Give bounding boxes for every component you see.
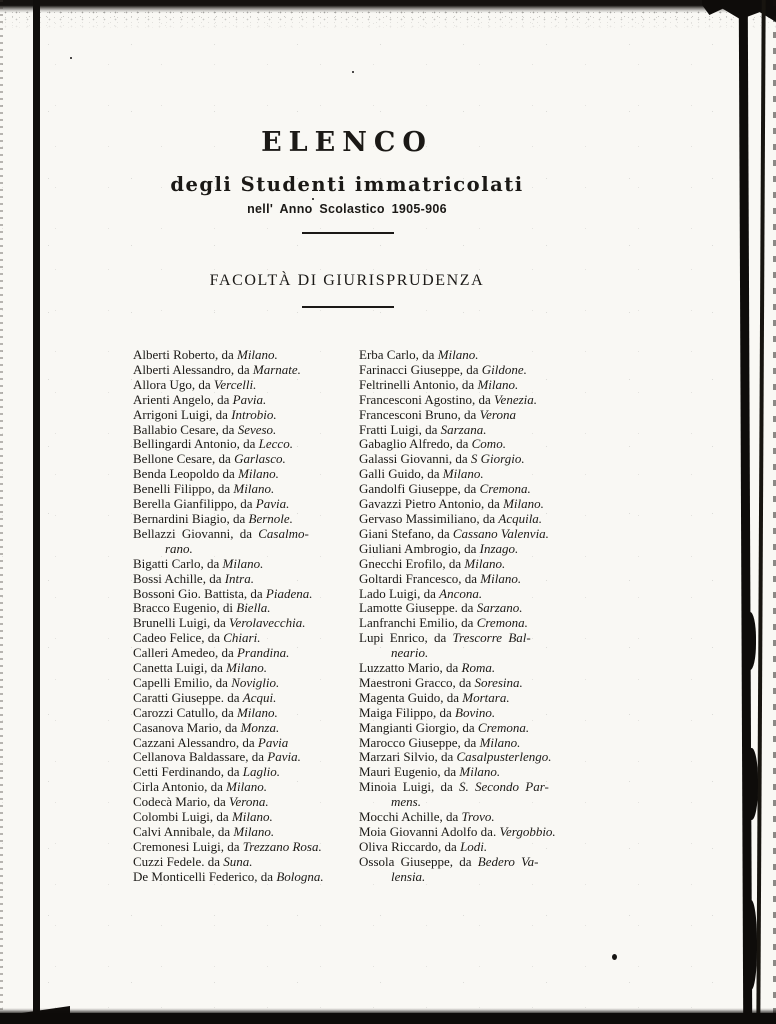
student-entry: Moia Giovanni Adolfo da. Vergobbio.: [359, 824, 556, 839]
binding-line-right-thick: [739, 0, 753, 1024]
student-entry: Alberti Alessandro, da Marnate.: [133, 361, 301, 377]
ink-speck: [612, 954, 617, 960]
binding-line-left: [33, 0, 40, 1013]
student-entry: Luzzatto Mario, da Roma.: [359, 660, 496, 676]
ink-blob: [744, 748, 758, 820]
students-column-right: [359, 348, 601, 885]
student-entry: Bossi Achille, da Intra.: [133, 570, 254, 586]
student-entry: Benda Leopoldo da Milano.: [133, 466, 279, 482]
student-entry: Lupi Enrico, da Trescorre Bal- neario.: [359, 630, 531, 661]
student-entry: Calleri Amedeo, da Prandina.: [133, 645, 290, 661]
student-entry: Lanfranchi Emilio, da Cremona.: [359, 615, 528, 631]
student-entry: Canetta Luigi, da Milano.: [133, 660, 267, 676]
divider-rule-faculty: [302, 306, 394, 308]
student-entry: Benelli Filippo, da Milano.: [133, 481, 275, 497]
student-entry: Francesconi Bruno, da Verona: [359, 406, 516, 422]
student-entry: Bellingardi Antonio, da Lecco.: [133, 436, 293, 452]
student-entry: Marocco Giuseppe, da Milano.: [359, 734, 521, 750]
student-entry: Casanova Mario, da Monza.: [133, 719, 280, 735]
student-entry: Lado Luigi, da Ancona.: [359, 585, 483, 601]
student-entry: Galli Guido, da Milano.: [359, 466, 484, 482]
ink-speck: [352, 71, 354, 73]
student-entry: Minoia Luigi, da S. Secondo Par- mens.: [359, 779, 549, 810]
student-entry: Alberti Roberto, da Milano.: [133, 347, 278, 362]
student-entry: Brunelli Luigi, da Verolavecchia.: [133, 615, 306, 631]
student-entry: Codecà Mario, da Verona.: [133, 794, 269, 810]
divider-rule-top: [302, 232, 394, 234]
student-entry: Bigatti Carlo, da Milano.: [133, 555, 264, 571]
student-entry: Gervaso Massimiliano, da Acquila.: [359, 510, 543, 526]
student-entry: Mauri Eugenio, da Milano.: [359, 764, 501, 780]
student-entry: Giuliani Ambrogio, da Inzago.: [359, 540, 519, 556]
scan-artifact-top-speckle: [0, 9, 776, 31]
scan-artifact-bottom-band: [0, 1013, 776, 1024]
student-entry: Gabaglio Alfredo, da Como.: [359, 436, 506, 452]
student-entry: Bossoni Gio. Battista, da Piadena.: [133, 585, 313, 601]
student-entry: Cremonesi Luigi, da Trezzano Rosa.: [133, 838, 322, 854]
student-entry: Mangianti Giorgio, da Cremona.: [359, 719, 530, 735]
student-entry: Cellanova Baldassare, da Pavia.: [133, 749, 301, 765]
ink-speck: [70, 57, 72, 59]
student-entry: Cuzzi Fedele. da Suna.: [133, 853, 253, 869]
student-entry: Ballabio Cesare, da Seveso.: [133, 421, 277, 437]
student-entry: Maestroni Gracco, da Soresina.: [359, 674, 523, 690]
student-entry: Cadeo Felice, da Chiari.: [133, 630, 261, 646]
students-column-left: [133, 348, 359, 885]
student-entry: Cazzani Alessandro, da Pavia: [133, 734, 289, 750]
student-entry: Allora Ugo, da Vercelli.: [133, 376, 257, 392]
student-entry: De Monticelli Federico, da Bologna.: [133, 868, 324, 884]
student-entry: Gnecchi Erofilo, da Milano.: [359, 555, 506, 571]
student-entry: Arrigoni Luigi, da Introbio.: [133, 406, 277, 422]
student-entry: Erba Carlo, da Milano.: [359, 347, 479, 362]
student-entry: Calvi Annibale, da Milano.: [133, 824, 275, 839]
student-entry: Bracco Eugenio, di Biella.: [133, 600, 271, 616]
student-list: [133, 348, 601, 885]
student-entry: Berella Gianfilippo, da Pavia.: [133, 496, 290, 512]
student-entry: Cirla Antonio, da Milano.: [133, 779, 267, 795]
student-entry: Carozzi Catullo, da Milano.: [133, 704, 278, 720]
student-entry: Bellazzi Giovanni, da Casalmo- rano.: [133, 525, 309, 556]
student-entry: Cetti Ferdinando, da Laglio.: [133, 764, 280, 780]
ink-blob: [743, 612, 756, 670]
page-title: ELENCO: [261, 127, 433, 158]
student-entry: Mocchi Achille, da Trovo.: [359, 809, 495, 825]
student-entry: Goltardi Francesco, da Milano.: [359, 570, 522, 586]
student-entry: Bellone Cesare, da Garlasco.: [133, 451, 286, 467]
student-entry: Caratti Giuseppe. da Acqui.: [133, 689, 277, 705]
binding-line-right-thin: [756, 0, 765, 1024]
student-entry: Farinacci Giuseppe, da Gildone.: [359, 361, 527, 377]
student-entry: Giani Stefano, da Cassano Valenvia.: [359, 525, 549, 541]
faculty-heading: FACOLTÀ DI GIURISPRUDENZA: [209, 272, 485, 289]
student-entry: Feltrinelli Antonio, da Milano.: [359, 376, 519, 392]
ink-blob: [744, 900, 757, 990]
student-entry: Gavazzi Pietro Antonio, da Milano.: [359, 496, 544, 512]
student-entry: Capelli Emilio, da Noviglio.: [133, 674, 280, 690]
student-entry: Gandolfi Giuseppe, da Cremona.: [359, 481, 531, 497]
student-entry: Francesconi Agostino, da Venezia.: [359, 391, 538, 407]
student-entry: Bernardini Biagio, da Bernole.: [133, 510, 293, 526]
student-entry: Fratti Luigi, da Sarzana.: [359, 421, 487, 437]
student-entry: Magenta Guido, da Mortara.: [359, 689, 510, 705]
student-entry: Ossola Giuseppe, da Bedero Va- lensia.: [359, 853, 539, 884]
student-entry: Marzari Silvio, da Casalpusterlengo.: [359, 749, 552, 765]
student-entry: Oliva Riccardo, da Lodi.: [359, 838, 488, 854]
student-entry: Lamotte Giuseppe. da Sarzano.: [359, 600, 523, 616]
student-entry: Galassi Giovanni, da S Giorgio.: [359, 451, 525, 467]
scan-artifact-left-edge: [0, 0, 3, 1024]
student-entry: Arienti Angelo, da Pavia.: [133, 391, 267, 407]
student-entry: Maiga Filippo, da Bovino.: [359, 704, 496, 720]
page-subtitle: degli Studenti immatricolati: [170, 173, 524, 196]
student-entry: Colombi Luigi, da Milano.: [133, 809, 273, 825]
school-year-line: nell' Anno Scolastico 1905-906: [247, 202, 447, 216]
ink-speck: [312, 198, 314, 200]
